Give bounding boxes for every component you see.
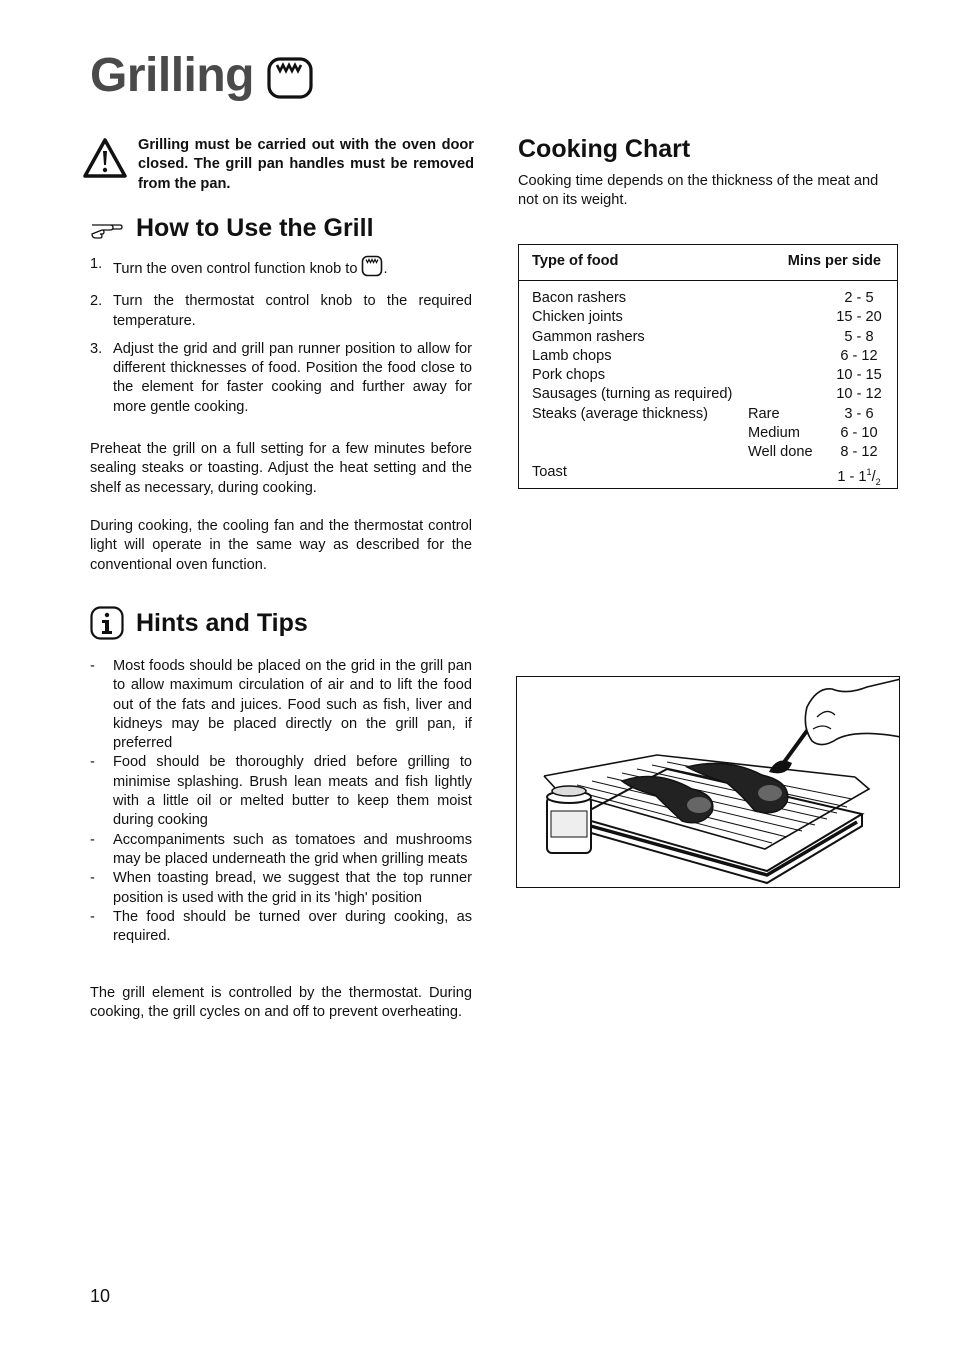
step-item: 3. Adjust the grid and grill pan runner position to allow for different thicknesses of food. Position the food close to the element for faster cooking and further away for more gentle cooking.	[90, 340, 472, 415]
table-row: Chicken joints 15 - 20	[532, 309, 882, 326]
warning-notice	[82, 136, 474, 194]
table-row: Sausages (turning as required) 10 - 12	[532, 386, 882, 403]
page-number: 10	[90, 1286, 111, 1306]
table-row: Gammon rashers 5 - 8	[532, 328, 874, 345]
list-item: - The food should be turned over during cooking, as required.	[90, 908, 472, 945]
preheat-paragraph: Preheat the grill on a full setting for a few minutes before sealing steaks or toasting. Adjust the heat setting and the shelf as necessary, during cooking.	[90, 441, 472, 496]
list-item: - Most foods should be placed on the grid in the grill pan to allow maximum circulation of air and to lift the food out of the fats and juices. Food such as fish, liver and kidneys may be placed directly on the grill pan, if preferred	[90, 658, 472, 752]
info-icon	[90, 606, 136, 640]
warning-text: Grilling must be carried out with the oven door closed. The grill pan handles must be removed from the pan.	[138, 137, 474, 192]
hints-heading-text: Hints and Tips	[136, 608, 308, 637]
cooking-chart-heading: Cooking Chart	[518, 135, 691, 163]
table-row: Steaks (average thickness) Rare 3 - 6	[532, 405, 874, 422]
column-header-mins: Mins per side	[787, 253, 881, 269]
step-item: 1. Turn the oven control function knob to .	[90, 255, 472, 283]
table-header	[519, 245, 897, 269]
table-row: Lamb chops 6 - 12	[532, 347, 878, 364]
grill-pan-illustration	[516, 676, 900, 888]
list-item: - Accompaniments such as tomatoes and mushrooms may be placed underneath the grid when grilling meats	[90, 831, 472, 867]
table-row: Medium 6 - 10	[748, 425, 878, 442]
table-row: Pork chops 10 - 15	[532, 367, 882, 384]
thermostat-paragraph: The grill element is controlled by the thermostat. During cooking, the grill cycles on and off to prevent overheating.	[90, 985, 472, 1021]
how-to-steps	[90, 255, 472, 426]
hints-list	[90, 657, 472, 946]
page-title	[90, 48, 314, 103]
list-item: - When toasting bread, we suggest that the top runner position is used with the grid in its 'high' position	[90, 870, 472, 906]
how-to-heading	[90, 214, 374, 243]
cooling-fan-paragraph: During cooking, the cooling fan and the thermostat control light will operate in the same way as described for the conventional oven function.	[90, 518, 472, 573]
list-item: - Food should be thoroughly dried before grilling to minimise splashing. Brush lean meats and fish lightly with a little oil or melted butter to keep them moist during cooking	[90, 754, 472, 829]
grill-pan-brushing-image	[517, 677, 900, 888]
hints-heading	[90, 606, 308, 640]
table-row-toast: Toast $1 - 1^1/_2$	[532, 463, 884, 492]
cooking-chart-intro: Cooking time depends on the thickness of the meat and not on its weight.	[518, 173, 879, 209]
table-row: Well done 8 - 12	[748, 444, 878, 461]
grill-function-icon	[361, 255, 383, 283]
how-to-heading-text: How to Use the Grill	[136, 214, 374, 242]
step-item: 2. Turn the thermostat control knob to the required temperature.	[90, 293, 472, 329]
pointing-hand-icon	[90, 219, 136, 239]
column-header-food: Type of food	[532, 253, 619, 269]
cooking-chart-table	[518, 244, 898, 489]
toast-mins: $1 - 1^1/_2$	[837, 466, 881, 487]
table-row: Bacon rashers 2 - 5	[532, 290, 874, 306]
warning-triangle-icon	[82, 136, 128, 180]
page-title-text: Grilling	[90, 49, 254, 102]
grill-symbol-icon	[266, 56, 314, 100]
table-body	[519, 281, 897, 492]
